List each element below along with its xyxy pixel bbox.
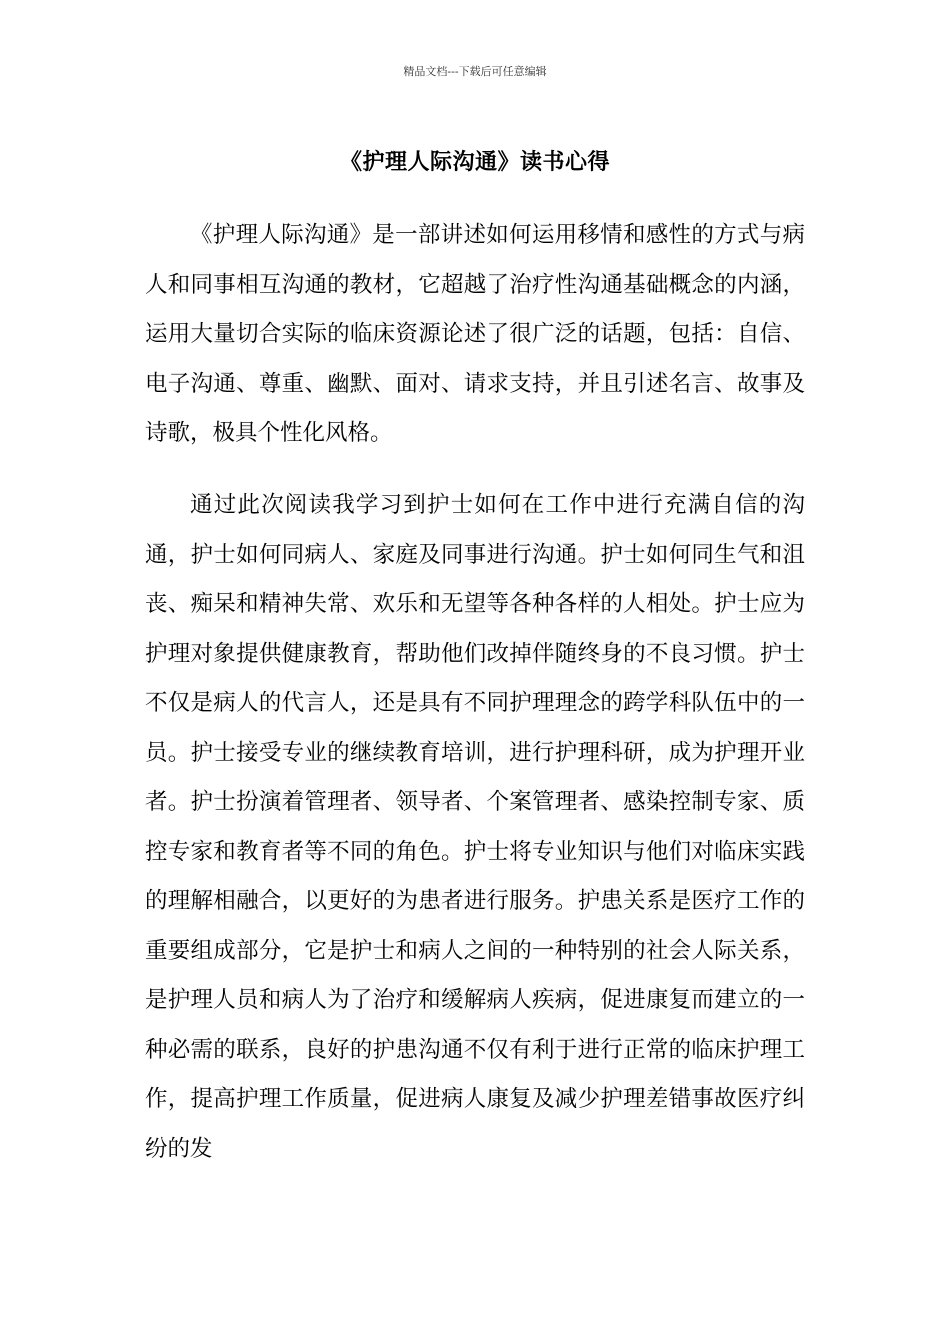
- body-paragraph-2: 通过此次阅读我学习到护士如何在工作中进行充满自信的沟通，护士如何同病人、家庭及同事进行沟通。护士如何同生气和沮丧、痴呆和精神失常、欢乐和无望等各种各样的人相处。护士应为护理对象提供健康教育，帮助他们改掉伴随终身的不良习惯。护士不仅是病人的代言人，还是具有不同护理理念的跨学科队伍中的一员。护士接受专业的继续教育培训，进行护理科研，成为护理开业者。护士扮演着管理者、领导者、个案管理者、感染控制专家、质控专家和教育者等不同的角色。护士将专业知识与他们对临床实践的理解相融合，以更好的为患者进行服务。护患关系是医疗工作的重要组成部分，它是护士和病人之间的一种特别的社会人际关系，是护理人员和病人为了治疗和缓解病人疾病，促进康复而建立的一种必需的联系，良好的护患沟通不仅有利于进行正常的临床护理工作，提高护理工作质量，促进病人康复及减少护理差错事故医疗纠纷的发: [145, 492, 805, 1162]
- document-title: 《护理人际沟通》读书心得: [339, 149, 610, 175]
- body-paragraph-1: 《护理人际沟通》是一部讲述如何运用移情和感性的方式与病人和同事相互沟通的教材，它超越了治疗性沟通基础概念的内涵，运用大量切合实际的临床资源论述了很广泛的话题，包括：自信、电子沟通、尊重、幽默、面对、请求支持，并且引述名言、故事及诗歌，极具个性化风格。: [145, 222, 805, 446]
- page-header-note: 精品文档---下载后可任意编辑: [403, 65, 547, 78]
